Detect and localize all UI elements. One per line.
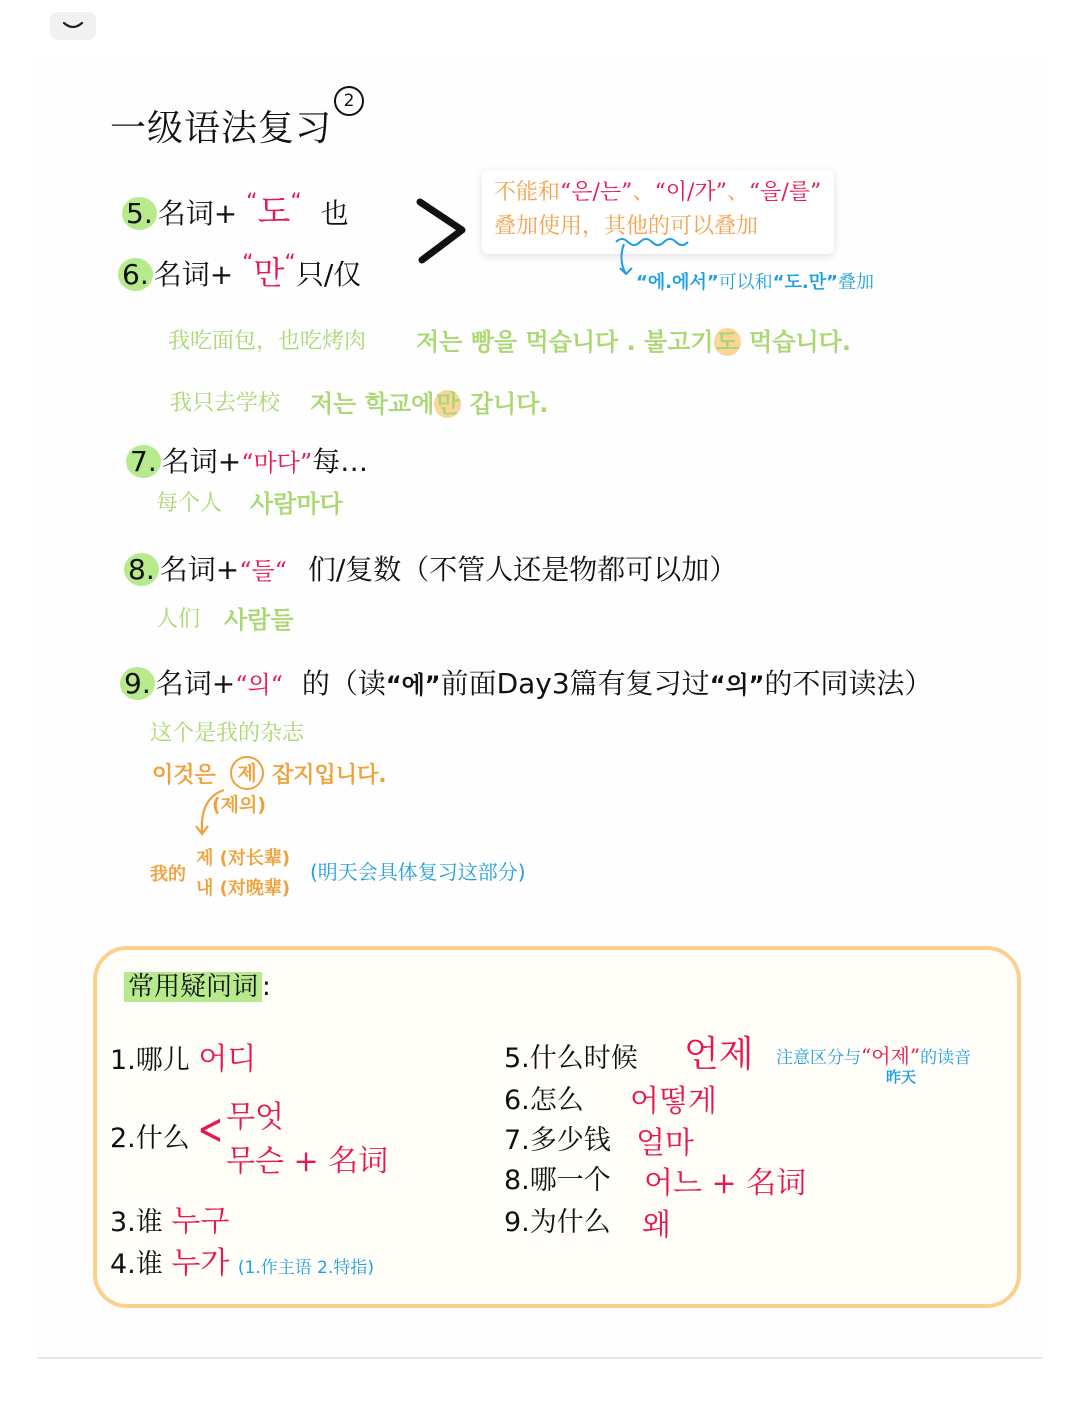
rule-prefix: 名词+ <box>157 197 238 230</box>
chevron-down-icon <box>62 21 84 31</box>
bracket-symbol: < <box>197 1104 224 1155</box>
question-korean: 어느 + 名词 <box>644 1166 807 1201</box>
note-korean: “에.에서” <box>636 272 719 293</box>
example-korean-text: 먹습니다. <box>740 328 851 356</box>
yesterday-note: 昨天 <box>886 1068 917 1086</box>
note-korean: “도.만” <box>772 272 838 293</box>
rule-number: 9. <box>120 667 155 700</box>
question-label: 5.什么时候 <box>504 1043 638 1074</box>
question-item-3 <box>110 1196 229 1240</box>
question-label: 3.谁 <box>110 1207 163 1238</box>
question-words-title: 常用疑问词 <box>124 972 262 1002</box>
note-korean: “을/를” <box>748 180 822 205</box>
note-text: 、 <box>726 180 749 205</box>
rule-number: 6. <box>118 258 153 291</box>
rule-9 <box>120 662 932 702</box>
quote-mark: “ <box>290 190 302 215</box>
question-korean: 누가 <box>171 1246 230 1281</box>
collapse-button[interactable] <box>50 12 96 40</box>
note-korean: “은/는” <box>560 180 633 205</box>
rule-8 <box>124 548 737 588</box>
question-label: 8.哪一个 <box>504 1165 611 1196</box>
question-korean: 왜 <box>642 1208 671 1243</box>
divider <box>38 1357 1042 1359</box>
question-item-4 <box>110 1238 374 1282</box>
question-label: 4.谁 <box>110 1249 163 1280</box>
rule-korean: “의“ <box>235 671 283 699</box>
rule-korean: 만 <box>253 254 285 292</box>
rule-meaning: 也 <box>320 197 349 230</box>
note-korean: “이/가” <box>654 180 727 205</box>
je-form: 제 (对长辈) <box>196 848 291 869</box>
quote-mark: “ <box>242 251 254 276</box>
rule-number: 8. <box>124 553 159 586</box>
example-korean <box>310 384 549 419</box>
example-chinese: 我吃面包，也吃烤肉 <box>168 329 367 354</box>
example-korean-text: 저는 학교에 <box>310 390 435 418</box>
question-korean: 누구 <box>171 1204 230 1239</box>
example-korean-text: 저는 빵을 먹습니다 . 불고기 <box>416 328 714 356</box>
paren-note: (제의) <box>212 794 267 816</box>
note-korean: “어제” <box>861 1044 921 1068</box>
page-title: 一级语法复习 <box>110 108 333 149</box>
blue-note: (明天会具体复习这部分) <box>310 860 526 884</box>
note-text: 叠加 <box>837 272 874 293</box>
note-text: 、 <box>632 180 655 205</box>
rule-meaning: 的（读 <box>301 667 386 700</box>
circled-word: 제 <box>230 756 264 790</box>
example-chinese: 这个是我的杂志 <box>150 721 305 746</box>
rule-prefix: 名词+ <box>159 553 240 586</box>
example-korean-a: 이것은 <box>152 763 216 788</box>
rule-6 <box>118 248 361 294</box>
rule-korean-ref: “에” <box>385 671 441 699</box>
rule-korean: 도 <box>257 192 291 232</box>
curved-arrow-icon <box>190 784 230 840</box>
rule-korean-ref: “의” <box>709 671 765 699</box>
rule-number: 5. <box>122 197 157 230</box>
rule-prefix: 名词+ <box>153 258 234 291</box>
question-korean: 어떻게 <box>630 1084 717 1119</box>
question-item-2 <box>110 1116 190 1155</box>
example-korean <box>416 322 851 357</box>
question-label: 1.哪儿 <box>110 1045 190 1076</box>
nae-form: 내 (对晚辈) <box>196 878 291 899</box>
question-label: 2.什么 <box>110 1123 190 1154</box>
example-chinese: 每个人 <box>156 491 223 516</box>
rule-5 <box>122 184 349 233</box>
question-korean: 언제 <box>684 1034 754 1075</box>
example-korean: 사람들 <box>224 606 294 634</box>
rule-prefix: 名词+ <box>161 445 242 478</box>
note-text: 不能和 <box>494 180 561 205</box>
question-note <box>776 1040 971 1069</box>
example-korean-text: 갑니다. <box>461 390 549 418</box>
note-text: 注意区分与 <box>776 1048 861 1068</box>
circled-number: 2 <box>334 86 364 116</box>
quote-mark: “ <box>284 251 296 276</box>
example-korean-b: 잡지입니다. <box>272 763 387 788</box>
rule-meaning: 们/复数（不管人还是物都可以加） <box>307 553 738 586</box>
rule-meaning: 的不同读法） <box>764 667 933 700</box>
quote-mark: “ <box>246 190 258 215</box>
question-korean: 얼마 <box>636 1126 694 1161</box>
question-korean: 무슨 + 名词 <box>226 1144 389 1179</box>
rule-meaning: 只/仅 <box>295 258 362 291</box>
example-chinese: 我只去学校 <box>170 391 281 416</box>
question-label: 6.怎么 <box>504 1085 584 1116</box>
question-note: (1.作主语 2.特指) <box>237 1258 375 1278</box>
rule-korean: “마다” <box>241 449 313 477</box>
example-chinese: 人们 <box>156 607 201 632</box>
question-item-1 <box>110 1034 256 1078</box>
question-korean: 어디 <box>198 1042 257 1077</box>
rule-korean: “들“ <box>239 557 287 585</box>
highlighted-particle: 만 <box>436 390 460 418</box>
question-korean: 무엇 <box>226 1100 284 1135</box>
note-text: 的读音 <box>920 1048 972 1068</box>
note-line-2: 叠加使用，其他的可以叠加 <box>494 214 759 239</box>
colon: : <box>262 972 271 1002</box>
mine-label: 我的 <box>150 864 186 885</box>
note-extra <box>636 268 874 294</box>
note-text: 可以和 <box>718 272 773 293</box>
rule-prefix: 名词+ <box>155 667 236 700</box>
example-korean: 사람마다 <box>250 490 343 518</box>
greater-than-icon <box>414 196 470 266</box>
highlighted-particle: 도 <box>715 328 739 356</box>
rule-7 <box>126 440 368 480</box>
rule-number: 7. <box>126 445 161 478</box>
note-line-1 <box>494 176 821 210</box>
question-label: 9.为什么 <box>504 1207 611 1238</box>
question-words-heading <box>124 966 271 1003</box>
rule-meaning: 前面Day3篇有复习过 <box>440 667 710 700</box>
rule-meaning: 每… <box>312 445 369 478</box>
question-label: 7.多少钱 <box>504 1125 611 1156</box>
